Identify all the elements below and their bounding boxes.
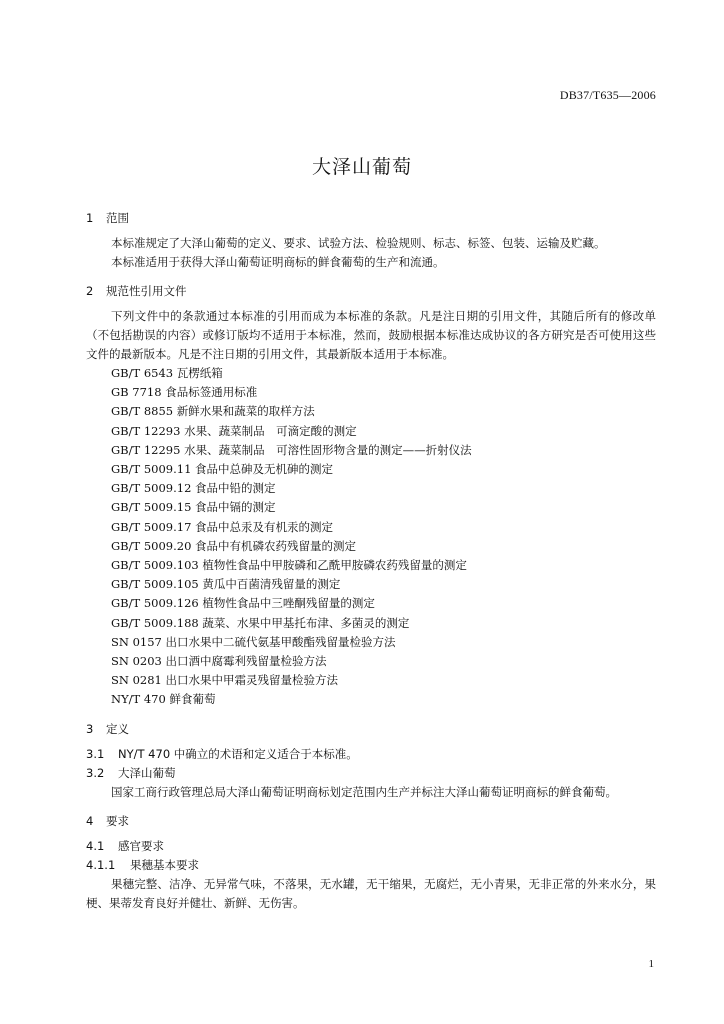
subsection-3-2-heading — [86, 764, 656, 783]
paragraph: 果穗完整、洁净、无异常气味，不落果，无水罐，无干缩果，无腐烂，无小青果，无非正常的外来水分，果梗、果蒂发育良好并健壮、新鲜、无伤害。 — [86, 876, 656, 910]
subsection-4-1-heading — [86, 837, 656, 856]
section-title: 范围 — [106, 211, 129, 225]
section-number: 2 — [86, 284, 94, 298]
section-4-heading — [86, 811, 656, 831]
subsection-title: 感官要求 — [118, 838, 164, 853]
subsection-4-1-1-heading — [86, 856, 656, 875]
page-number: 1 — [648, 958, 654, 970]
section-number: 4 — [86, 813, 94, 828]
reference-item: GB 7718 食品标签通用标准 — [111, 385, 258, 400]
paragraph: 本标准规定了大泽山葡萄的定义、要求、试验方法、检验规则、标志、标签、包装、运输及贮藏。 — [111, 236, 606, 250]
document-body — [86, 208, 656, 913]
reference-item: SN 0157 出口水果中二硫代氨基甲酸酯残留量检验方法 — [111, 634, 396, 649]
reference-item: GB/T 12293 水果、蔬菜制品 可滴定酸的测定 — [111, 423, 357, 438]
section-2-heading — [86, 281, 656, 301]
reference-item: GB/T 5009.20 食品中有机磷农药残留量的测定 — [111, 538, 357, 553]
reference-item: GB/T 5009.103 植物性食品中甲胺磷和乙酰甲胺磷农药残留量的测定 — [111, 558, 467, 573]
subsection-3-1-heading — [86, 745, 656, 764]
subsection-title: 大泽山葡萄 — [118, 765, 176, 780]
document-title: 大泽山葡萄 — [311, 156, 412, 178]
reference-item: GB/T 8855 新鲜水果和蔬菜的取样方法 — [111, 404, 315, 419]
reference-item: GB/T 5009.105 黄瓜中百菌清残留量的测定 — [111, 577, 341, 592]
reference-item: GB/T 5009.17 食品中总汞及有机汞的测定 — [111, 519, 334, 534]
reference-item: SN 0281 出口水果中甲霜灵残留量检验方法 — [111, 673, 339, 688]
subsection-number: 4.1 — [86, 838, 105, 853]
standard-code: DB37/T635—2006 — [559, 88, 656, 102]
paragraph: 下列文件中的条款通过本标准的引用而成为本标准的条款。凡是注日期的引用文件，其随后所有的修改单（不包括勘误的内容）或修订版均不适用于本标准，然而，鼓励根据本标准达成协议的各方研究是否可使用这些文件的最新版本。凡是不注日期的引用文件，其最新版本适用于本标准。 — [86, 309, 656, 361]
subsection-number: 3.2 — [86, 765, 105, 780]
paragraph: 国家工商行政管理总局大泽山葡萄证明商标划定范围内生产并标注大泽山葡萄证明商标的鲜食葡萄。 — [111, 784, 617, 799]
reference-item: GB/T 5009.12 食品中铅的测定 — [111, 481, 276, 496]
reference-list — [86, 364, 656, 710]
reference-item: GB/T 5009.126 植物性食品中三唑酮残留量的测定 — [111, 596, 375, 611]
reference-item: SN 0203 出口酒中腐霉利残留量检验方法 — [111, 654, 327, 669]
subsection-title: 果穗基本要求 — [130, 857, 199, 872]
section-title: 要求 — [106, 813, 129, 828]
section-1-heading — [86, 208, 656, 228]
reference-item: GB/T 6543 瓦楞纸箱 — [111, 366, 223, 380]
section-number: 3 — [86, 721, 94, 736]
reference-item: NY/T 470 鲜食葡萄 — [111, 692, 216, 707]
subsection-number: 3.1 — [86, 746, 105, 761]
reference-item: GB/T 5009.11 食品中总砷及无机砷的测定 — [111, 462, 334, 477]
section-3-heading — [86, 719, 656, 739]
subsection-title: NY/T 470 中确立的术语和定义适合于本标准。 — [118, 746, 358, 761]
subsection-number: 4.1.1 — [86, 857, 116, 872]
section-title: 定义 — [106, 721, 129, 736]
section-title: 规范性引用文件 — [106, 284, 187, 298]
reference-item: GB/T 12295 水果、蔬菜制品 可溶性固形物含量的测定——折射仪法 — [111, 442, 472, 457]
reference-item: GB/T 5009.15 食品中镉的测定 — [111, 500, 276, 515]
paragraph: 本标准适用于获得大泽山葡萄证明商标的鲜食葡萄的生产和流通。 — [111, 255, 445, 269]
reference-item: GB/T 5009.188 蔬菜、水果中甲基托布津、多菌灵的测定 — [111, 615, 410, 630]
section-number: 1 — [86, 211, 94, 225]
